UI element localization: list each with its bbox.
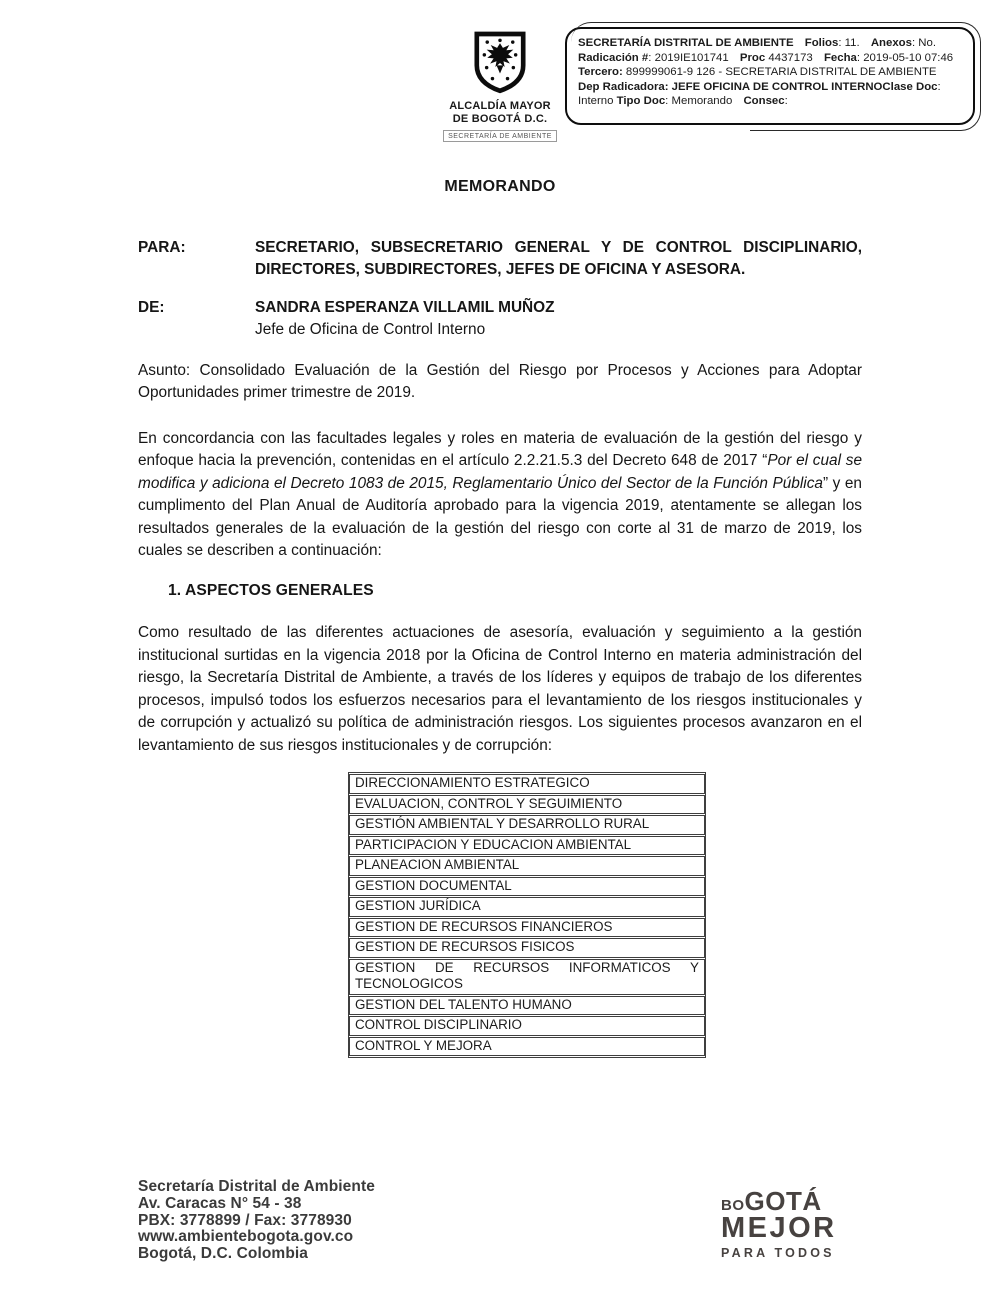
stamp-proc-value: 4437173 — [768, 51, 813, 64]
footer-org-name: Secretaría Distrital de Ambiente — [138, 1178, 375, 1195]
stamp-line-3 — [578, 65, 962, 80]
stamp-dep-label: Dep Radicadora: — [578, 80, 669, 93]
subject-line: Asunto: Consolidado Evaluación de la Gestión del Riesgo por Procesos y Acciones para Adoptar Oportunidades primer trimestre de 2019. — [138, 361, 862, 401]
stamp-proc-label: Proc — [739, 51, 766, 64]
process-list-table — [348, 772, 706, 1058]
stamp-line-2 — [578, 51, 962, 66]
bogota-crest-icon — [471, 30, 529, 96]
process-cell: GESTIÓN AMBIENTAL Y DESARROLLO RURAL — [349, 815, 705, 835]
para-label: PARA: — [138, 238, 186, 256]
table-row — [349, 1037, 705, 1057]
brand-para-todos-text: PARA TODOS — [721, 1246, 835, 1260]
process-cell: GESTION DE RECURSOS FISICOS — [349, 938, 705, 958]
footer-phone: PBX: 3778899 / Fax: 3778930 — [138, 1211, 352, 1229]
stamp-tercero-label: Tercero: — [578, 66, 623, 78]
table-row — [349, 938, 705, 958]
paragraph1-decree-quote: Por el cual se modifica y adiciona el Decreto 1083 de 2015, Reglamentario Único del Sector de la Función Pública — [138, 452, 863, 492]
process-cell: DIRECCIONAMIENTO ESTRATEGICO — [349, 774, 705, 794]
stamp-clasedoc-label: Clase Doc — [882, 80, 938, 93]
table-row — [349, 856, 705, 876]
stamp-anexos-label: Anexos — [870, 37, 912, 49]
process-cell: CONTROL Y MEJORA — [349, 1037, 705, 1057]
footer-address-block — [138, 1179, 375, 1263]
brand-bo-text: BO — [721, 1197, 745, 1214]
table-row — [349, 897, 705, 917]
table-row — [349, 877, 705, 897]
bogota-mejor-logo — [721, 1186, 837, 1260]
stamp-clasedoc-value: Interno — [578, 95, 617, 107]
table-row — [349, 1016, 705, 1036]
process-cell: GESTION DOCUMENTAL — [349, 877, 705, 897]
stamp-dep-value: JEFE OFICINA DE CONTROL INTERNO — [668, 80, 883, 93]
brand-mejor-text: MEJOR — [721, 1212, 837, 1244]
process-cell: PLANEACION AMBIENTAL — [349, 856, 705, 876]
stamp-fecha-value: : 2019-05-10 07:46 — [856, 51, 954, 64]
stamp-consec-label: Consec — [743, 95, 785, 107]
paragraph1-part2: ” y en cumplimento del Plan Anual de Auditoría aprobado para la vigencia 2019, atentamente se allegan los resultados generales de la evaluación de la gestión del riesgo con corte al 31 de marzo de 2019, los cuales se describen a continuación: — [138, 474, 862, 559]
table-row — [349, 815, 705, 835]
stamp-line-5 — [578, 94, 962, 109]
footer-website: www.ambientebogota.gov.co — [138, 1228, 354, 1246]
document-title: MEMORANDO — [444, 178, 556, 195]
stamp-folios-value: : 11. — [838, 37, 860, 49]
section-1-heading: 1. ASPECTOS GENERALES — [168, 581, 374, 599]
letter-body — [138, 170, 862, 1058]
stamp-tipodoc-label: Tipo Doc — [616, 95, 666, 107]
sender-name: SANDRA ESPERANZA VILLAMIL MUÑOZ — [255, 298, 555, 316]
table-row — [349, 836, 705, 856]
stamp-radicacion-value: : 2019IE101741 — [648, 51, 729, 64]
process-cell: EVALUACION, CONTROL Y SEGUIMIENTO — [349, 795, 705, 815]
recipients-block — [138, 237, 862, 342]
table-row — [349, 918, 705, 938]
stamp-consec-value: : — [784, 95, 788, 107]
stamp-radicacion-label: Radicación # — [578, 51, 649, 64]
process-cell: GESTION DE RECURSOS FINANCIEROS — [349, 918, 705, 938]
paragraph-legal-basis — [138, 428, 862, 563]
table-row — [349, 959, 705, 995]
paragraph1-part1: En concordancia con las facultades legales y roles en materia de evaluación de la gestión del riesgo y enfoque hacia la prevención, contenidas en el artículo 2.2.21.5.3 del Decreto 648 de 2017 “ — [138, 429, 862, 469]
stamp-tercero-value: 899999061-9 126 - SECRETARIA DISTRITAL DE AMBIENTE — [622, 66, 937, 78]
alcaldia-name-line1: ALCALDÍA MAYOR — [449, 100, 551, 112]
footer-city: Bogotá, D.C. Colombia — [138, 1245, 309, 1263]
stamp-folios-label: Folios — [804, 37, 839, 49]
radication-stamp-box — [565, 27, 975, 125]
de-label: DE: — [138, 298, 165, 316]
alcaldia-logo — [438, 30, 562, 143]
stamp-clasedoc-colon: : — [937, 80, 941, 93]
stamp-tipodoc-value: : Memorando — [665, 95, 733, 107]
secretaria-ambiente-label: SECRETARÍA DE AMBIENTE — [443, 130, 557, 142]
process-cell: GESTION DEL TALENTO HUMANO — [349, 996, 705, 1016]
alcaldia-name-line2: DE BOGOTÁ D.C. — [452, 112, 548, 125]
table-row — [349, 996, 705, 1016]
process-cell: GESTION JURÍDICA — [349, 897, 705, 917]
table-row — [349, 795, 705, 815]
sender-role: Jefe de Oficina de Control Interno — [255, 321, 486, 338]
table-row — [349, 774, 705, 794]
stamp-fecha-label: Fecha — [823, 51, 857, 64]
footer-street-address: Av. Caracas N° 54 - 38 — [138, 1194, 302, 1212]
stamp-line-1 — [578, 36, 962, 51]
stamp-line-4 — [578, 80, 962, 95]
stamp-anexos-value: : No. — [911, 37, 937, 49]
brand-gota-text: GOTÁ — [744, 1186, 822, 1216]
para-value: SECRETARIO, SUBSECRETARIO GENERAL Y DE CONTROL DISCIPLINARIO, DIRECTORES, SUBDIRECTORES, JEFES DE OFICINA Y ASESORA. — [255, 238, 862, 278]
stamp-entity: SECRETARÍA DISTRITAL DE AMBIENTE — [578, 37, 794, 49]
process-cell: CONTROL DISCIPLINARIO — [349, 1016, 705, 1036]
paragraph-general-aspects: Como resultado de las diferentes actuaciones de asesoría, evaluación y seguimiento a la gestión institucional surtidas en la vigencia 2018 por la Oficina de Control Interno en materia administración del riesgo, la Secretaría Distrital de Ambiente, a través de los líderes y equipos de trabajo de los diferentes procesos, impulsó todos los esfuerzos necesarios para el levantamiento de los riesgos institucionales y de corrupción y actualizó su política de administración riesgos. Los siguientes procesos avanzaron en el levantamiento de sus riesgos institucionales y de corrupción: — [138, 624, 862, 754]
de-value — [255, 297, 862, 342]
process-cell: GESTION DE RECURSOS INFORMATICOS Y TECNOLOGICOS — [349, 959, 705, 995]
process-cell: PARTICIPACION Y EDUCACION AMBIENTAL — [349, 836, 705, 856]
